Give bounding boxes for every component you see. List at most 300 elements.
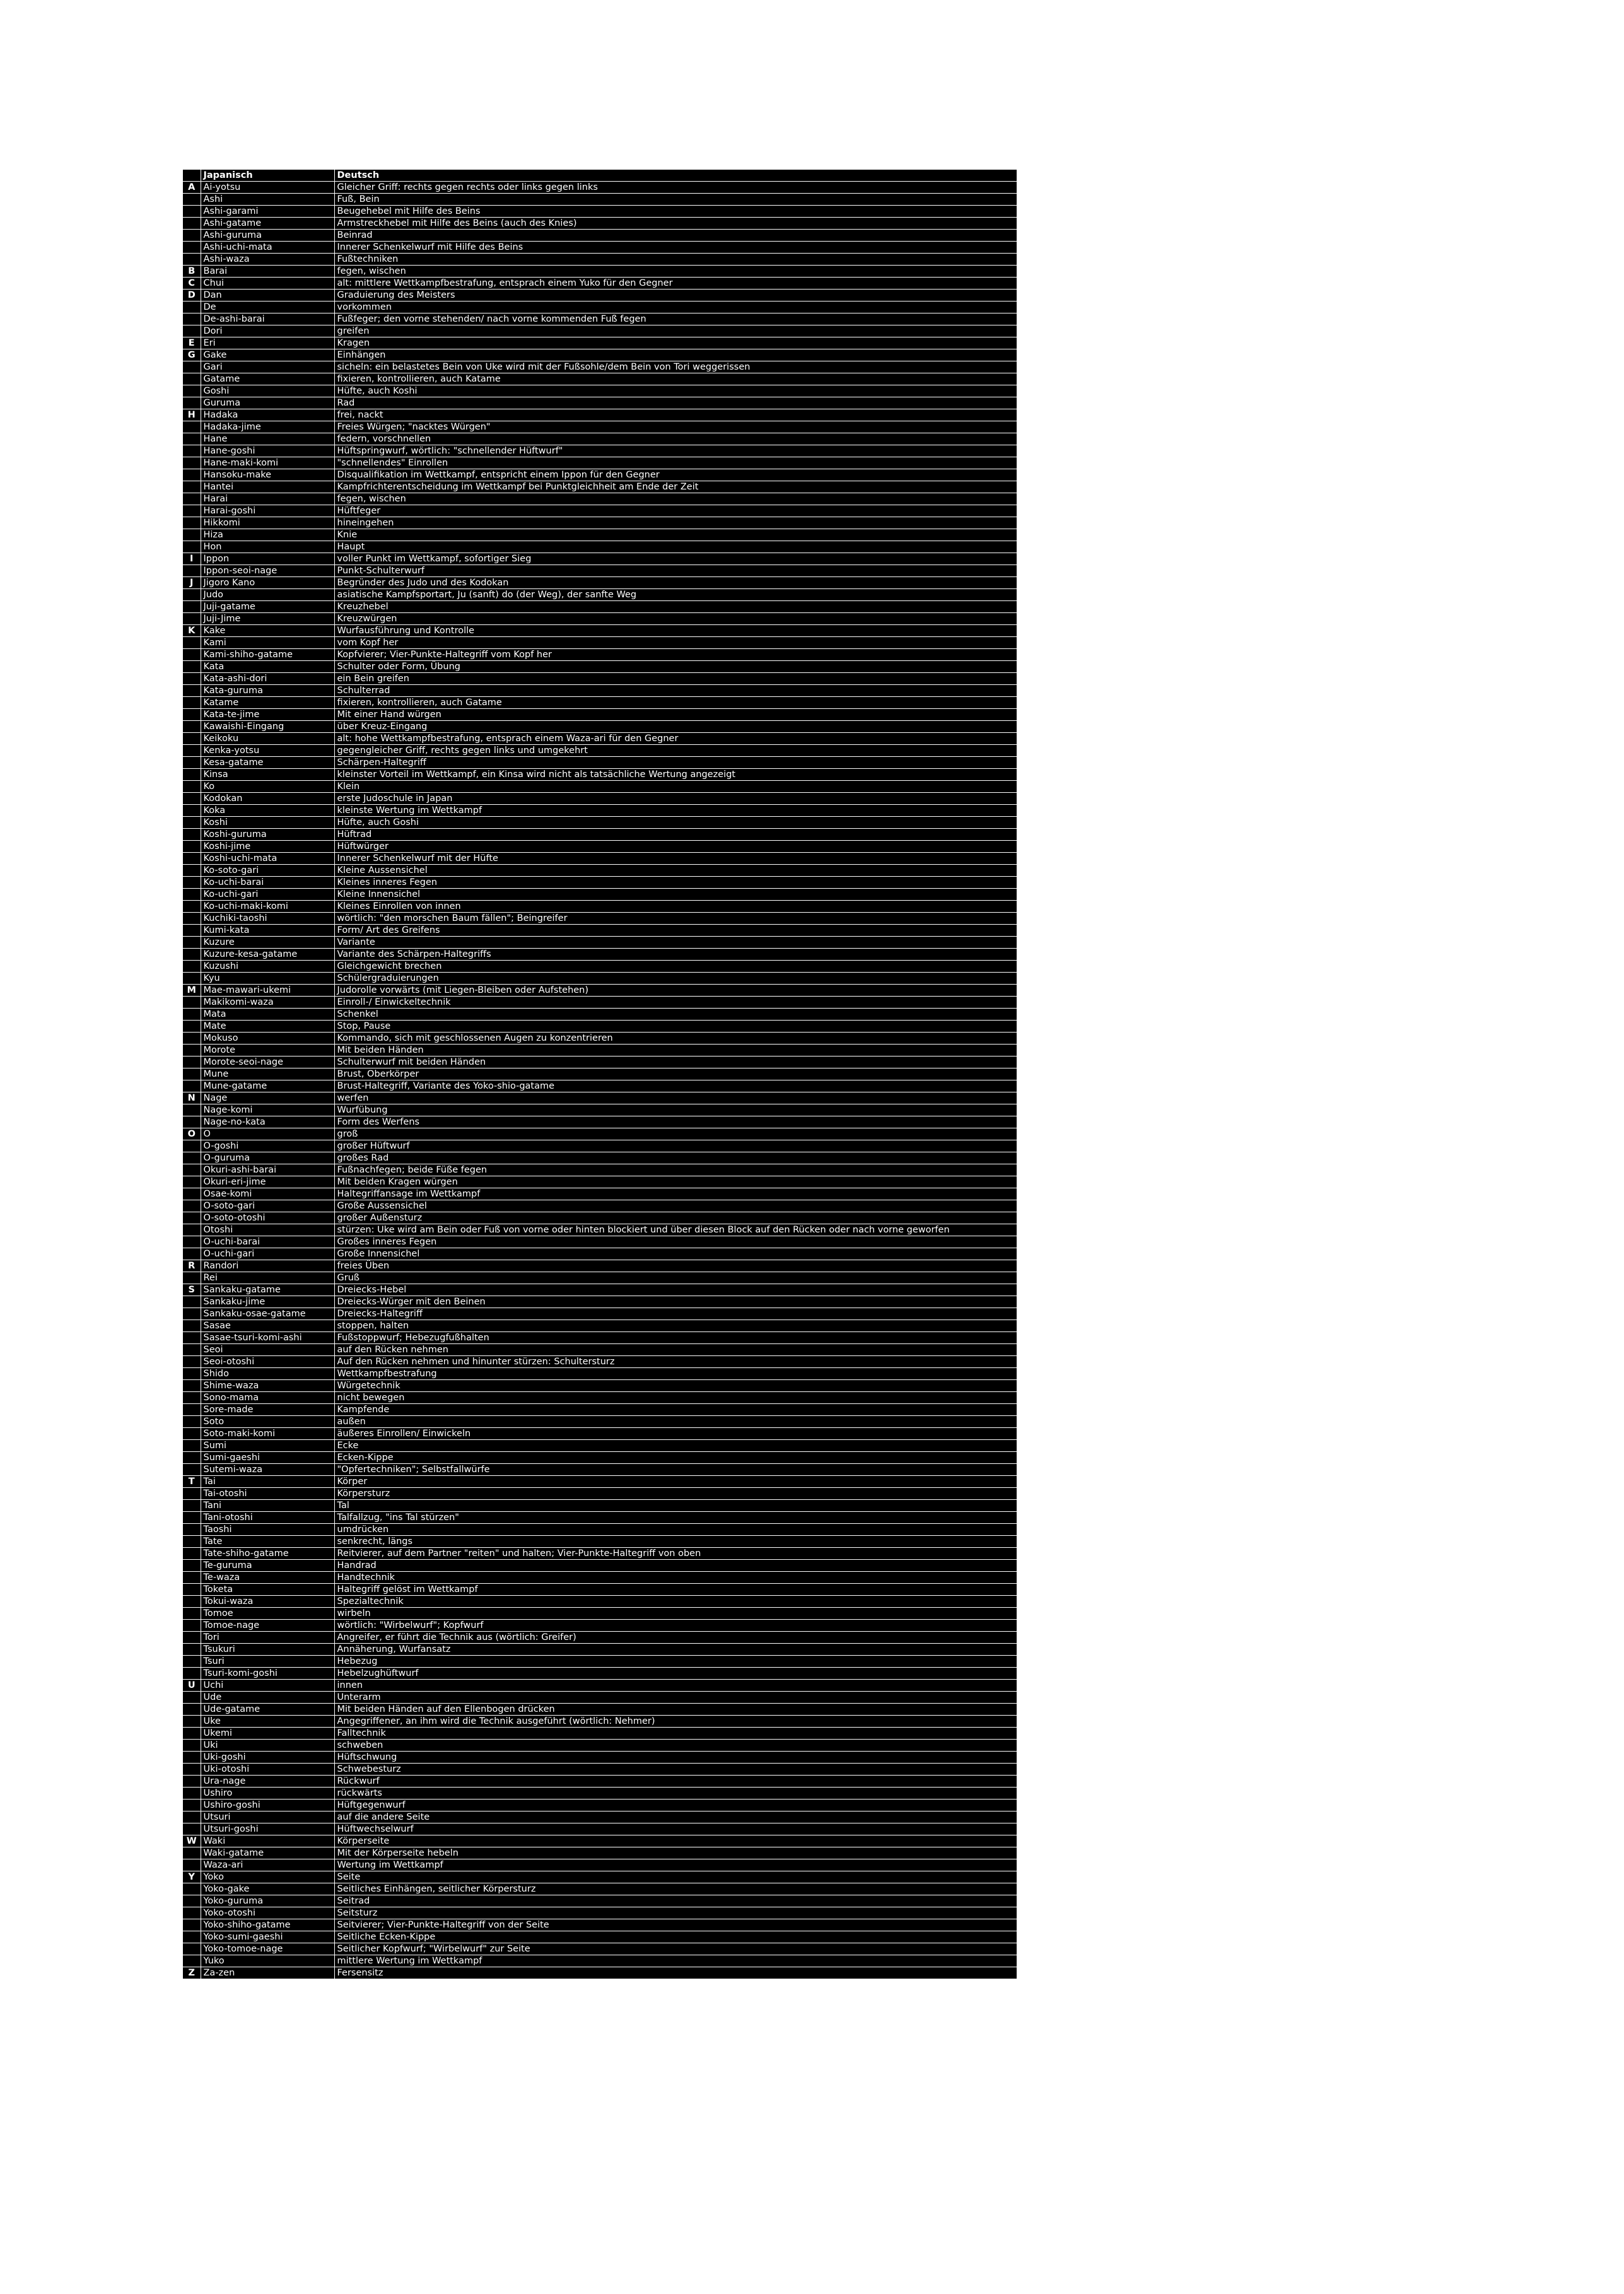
- german-translation: Innerer Schenkelwurf mit der Hüfte: [334, 853, 1017, 865]
- table-row: [183, 1919, 1017, 1931]
- japanese-term: Kuzushi: [201, 961, 334, 973]
- table-row: [183, 230, 1017, 242]
- german-translation: Auf den Rücken nehmen und hinunter stürzen: Schultersturz: [334, 1356, 1017, 1368]
- japanese-term: Ai-yotsu: [201, 182, 334, 194]
- table-row: [183, 1236, 1017, 1248]
- row-letter: [183, 313, 201, 325]
- table-row: [183, 649, 1017, 661]
- japanese-term: Koshi: [201, 817, 334, 829]
- row-letter: [183, 853, 201, 865]
- table-row: [183, 733, 1017, 745]
- japanese-term: Yoko-shiho-gatame: [201, 1919, 334, 1931]
- german-translation: Seitrad: [334, 1895, 1017, 1907]
- japanese-term: Okuri-ashi-barai: [201, 1164, 334, 1176]
- row-letter: [183, 841, 201, 853]
- row-letter: [183, 1080, 201, 1092]
- row-letter: [183, 301, 201, 313]
- table-row: [183, 1308, 1017, 1320]
- german-translation: Haltegriff gelöst im Wettkampf: [334, 1584, 1017, 1596]
- table-row: [183, 1452, 1017, 1464]
- german-translation: Kleines Einrollen von innen: [334, 901, 1017, 913]
- row-letter: [183, 1296, 201, 1308]
- row-letter: [183, 218, 201, 230]
- row-letter: [183, 973, 201, 985]
- row-letter: [183, 1021, 201, 1033]
- german-translation: großer Außensturz: [334, 1212, 1017, 1224]
- german-translation: groß: [334, 1128, 1017, 1140]
- table-row: [183, 1152, 1017, 1164]
- judo-glossary-table: [183, 170, 1017, 1979]
- table-row: [183, 278, 1017, 290]
- table-row: [183, 1356, 1017, 1368]
- japanese-term: Mate: [201, 1021, 334, 1033]
- row-letter: [183, 1847, 201, 1859]
- japanese-term: Harai-goshi: [201, 505, 334, 517]
- japanese-term: Kata: [201, 661, 334, 673]
- german-translation: Wertung im Wettkampf: [334, 1859, 1017, 1871]
- row-letter: [183, 421, 201, 433]
- row-letter: [183, 709, 201, 721]
- japanese-term: Sutemi-waza: [201, 1464, 334, 1476]
- row-letter: [183, 361, 201, 373]
- row-letter: [183, 1800, 201, 1811]
- table-row: [183, 949, 1017, 961]
- table-row: [183, 973, 1017, 985]
- row-letter: T: [183, 1476, 201, 1488]
- german-translation: Beugehebel mit Hilfe des Beins: [334, 206, 1017, 218]
- japanese-term: Seoi: [201, 1344, 334, 1356]
- japanese-term: Hiza: [201, 529, 334, 541]
- japanese-term: Waza-ari: [201, 1859, 334, 1871]
- german-translation: großer Hüftwurf: [334, 1140, 1017, 1152]
- row-letter: I: [183, 553, 201, 565]
- row-letter: [183, 206, 201, 218]
- table-row: [183, 1080, 1017, 1092]
- german-translation: Unterarm: [334, 1692, 1017, 1704]
- german-translation: vom Kopf her: [334, 637, 1017, 649]
- japanese-term: Randori: [201, 1260, 334, 1272]
- german-translation: Brust-Haltegriff, Variante des Yoko-shio-gatame: [334, 1080, 1017, 1092]
- japanese-term: Hikkomi: [201, 517, 334, 529]
- row-letter: C: [183, 278, 201, 290]
- japanese-term: Guruma: [201, 397, 334, 409]
- japanese-term: Ippon-seoi-nage: [201, 565, 334, 577]
- row-letter: G: [183, 349, 201, 361]
- row-letter: [183, 1596, 201, 1608]
- table-row: [183, 1224, 1017, 1236]
- german-translation: Talfallzug, "ins Tal stürzen": [334, 1512, 1017, 1524]
- japanese-term: Yoko-sumi-gaeshi: [201, 1931, 334, 1943]
- row-letter: [183, 1452, 201, 1464]
- japanese-term: Seoi-otoshi: [201, 1356, 334, 1368]
- table-row: [183, 182, 1017, 194]
- japanese-term: Nage: [201, 1092, 334, 1104]
- japanese-term: Juji-Jime: [201, 613, 334, 625]
- german-translation: Rückwurf: [334, 1776, 1017, 1788]
- row-letter: [183, 1584, 201, 1596]
- row-letter: [183, 1644, 201, 1656]
- table-row: [183, 1476, 1017, 1488]
- table-row: [183, 1907, 1017, 1919]
- german-translation: Form des Werfens: [334, 1116, 1017, 1128]
- table-row: [183, 1104, 1017, 1116]
- table-row: [183, 409, 1017, 421]
- japanese-term: Osae-komi: [201, 1188, 334, 1200]
- german-translation: Seitlicher Kopfwurf; "Wirbelwurf" zur Seite: [334, 1943, 1017, 1955]
- german-translation: alt: hohe Wettkampfbestrafung, entsprach einem Waza-ari für den Gegner: [334, 733, 1017, 745]
- japanese-term: Harai: [201, 493, 334, 505]
- japanese-term: Kami-shiho-gatame: [201, 649, 334, 661]
- row-letter: U: [183, 1680, 201, 1692]
- japanese-term: Tani-otoshi: [201, 1512, 334, 1524]
- japanese-term: O-uchi-gari: [201, 1248, 334, 1260]
- row-letter: [183, 1524, 201, 1536]
- german-translation: Spezialtechnik: [334, 1596, 1017, 1608]
- japanese-term: Yoko-tomoe-nage: [201, 1943, 334, 1955]
- table-row: [183, 853, 1017, 865]
- row-letter: [183, 1656, 201, 1668]
- japanese-term: Ashi-gatame: [201, 218, 334, 230]
- table-row: [183, 1776, 1017, 1788]
- japanese-term: Keikoku: [201, 733, 334, 745]
- japanese-term: Morote: [201, 1045, 334, 1056]
- german-translation: Schulter oder Form, Übung: [334, 661, 1017, 673]
- table-row: [183, 997, 1017, 1009]
- japanese-term: Ura-nage: [201, 1776, 334, 1788]
- japanese-term: Koshi-uchi-mata: [201, 853, 334, 865]
- row-letter: [183, 1955, 201, 1967]
- japanese-term: O-soto-otoshi: [201, 1212, 334, 1224]
- table-row: [183, 769, 1017, 781]
- table-row: [183, 1560, 1017, 1572]
- german-translation: Tal: [334, 1500, 1017, 1512]
- japanese-term: Makikomi-waza: [201, 997, 334, 1009]
- row-letter: [183, 1608, 201, 1620]
- german-translation: kleinster Vorteil im Wettkampf, ein Kinsa wird nicht als tatsächliche Wertung angezeigt: [334, 769, 1017, 781]
- row-letter: [183, 1859, 201, 1871]
- row-letter: [183, 1033, 201, 1045]
- table-row: [183, 541, 1017, 553]
- japanese-term: Yoko-otoshi: [201, 1907, 334, 1919]
- row-letter: A: [183, 182, 201, 194]
- japanese-term: Okuri-eri-jime: [201, 1176, 334, 1188]
- table-row: [183, 325, 1017, 337]
- row-letter: [183, 1224, 201, 1236]
- german-translation: Fußtechniken: [334, 254, 1017, 266]
- row-letter: [183, 1416, 201, 1428]
- table-row: [183, 1871, 1017, 1883]
- row-letter: [183, 481, 201, 493]
- row-letter: [183, 889, 201, 901]
- row-letter: [183, 1009, 201, 1021]
- german-translation: Begründer des Judo und des Kodokan: [334, 577, 1017, 589]
- japanese-term: Nage-komi: [201, 1104, 334, 1116]
- table-row: [183, 1524, 1017, 1536]
- table-row: [183, 1656, 1017, 1668]
- german-translation: Fußnachfegen; beide Füße fegen: [334, 1164, 1017, 1176]
- row-letter: [183, 1536, 201, 1548]
- row-letter: [183, 1320, 201, 1332]
- japanese-term: Ashi-guruma: [201, 230, 334, 242]
- japanese-term: Ashi-garami: [201, 206, 334, 218]
- table-row: [183, 1704, 1017, 1716]
- german-translation: Kopfvierer; Vier-Punkte-Haltegriff vom Kopf her: [334, 649, 1017, 661]
- japanese-term: Rei: [201, 1272, 334, 1284]
- table-row: [183, 445, 1017, 457]
- table-row: [183, 313, 1017, 325]
- row-letter: [183, 1392, 201, 1404]
- japanese-term: Tsuri-komi-goshi: [201, 1668, 334, 1680]
- row-letter: [183, 1692, 201, 1704]
- table-row: [183, 1823, 1017, 1835]
- japanese-term: Ushiro: [201, 1788, 334, 1800]
- table-row: [183, 1284, 1017, 1296]
- german-translation: voller Punkt im Wettkampf, sofortiger Sieg: [334, 553, 1017, 565]
- german-translation: Einroll-/ Einwickeltechnik: [334, 997, 1017, 1009]
- row-letter: [183, 493, 201, 505]
- japanese-term: Juji-gatame: [201, 601, 334, 613]
- german-translation: Beinrad: [334, 230, 1017, 242]
- table-row: [183, 373, 1017, 385]
- row-letter: [183, 697, 201, 709]
- german-translation: Klein: [334, 781, 1017, 793]
- table-row: [183, 901, 1017, 913]
- japanese-term: Ushiro-goshi: [201, 1800, 334, 1811]
- japanese-term: Kuzure-kesa-gatame: [201, 949, 334, 961]
- german-translation: Handrad: [334, 1560, 1017, 1572]
- table-row: [183, 218, 1017, 230]
- japanese-term: Sumi: [201, 1440, 334, 1452]
- table-row: [183, 1272, 1017, 1284]
- japanese-term: Chui: [201, 278, 334, 290]
- row-letter: [183, 1248, 201, 1260]
- table-row: [183, 1380, 1017, 1392]
- table-row: [183, 721, 1017, 733]
- table-row: [183, 481, 1017, 493]
- table-row: [183, 1045, 1017, 1056]
- german-translation: Körpersturz: [334, 1488, 1017, 1500]
- row-letter: R: [183, 1260, 201, 1272]
- row-letter: [183, 1500, 201, 1512]
- german-translation: Wurfausführung und Kontrolle: [334, 625, 1017, 637]
- table-row: [183, 1260, 1017, 1272]
- row-letter: [183, 1356, 201, 1368]
- german-translation: Wurfübung: [334, 1104, 1017, 1116]
- german-translation: Variante: [334, 937, 1017, 949]
- japanese-term: Hon: [201, 541, 334, 553]
- japanese-term: Dori: [201, 325, 334, 337]
- german-translation: mittlere Wertung im Wettkampf: [334, 1955, 1017, 1967]
- table-row: [183, 1512, 1017, 1524]
- row-letter: [183, 1428, 201, 1440]
- japanese-term: Sankaku-osae-gatame: [201, 1308, 334, 1320]
- row-letter: B: [183, 266, 201, 278]
- german-translation: fegen, wischen: [334, 266, 1017, 278]
- japanese-term: Hadaka-jime: [201, 421, 334, 433]
- japanese-term: Koshi-jime: [201, 841, 334, 853]
- german-translation: Mit einer Hand würgen: [334, 709, 1017, 721]
- row-letter: [183, 1068, 201, 1080]
- table-row: [183, 1943, 1017, 1955]
- german-translation: Wettkampfbestrafung: [334, 1368, 1017, 1380]
- table-row: [183, 254, 1017, 266]
- german-translation: Judorolle vorwärts (mit Liegen-Bleiben oder Aufstehen): [334, 985, 1017, 997]
- row-letter: W: [183, 1835, 201, 1847]
- row-letter: [183, 793, 201, 805]
- german-translation: Kreuzhebel: [334, 601, 1017, 613]
- german-translation: alt: mittlere Wettkampfbestrafung, entsprach einem Yuko für den Gegner: [334, 278, 1017, 290]
- table-row: [183, 1464, 1017, 1476]
- german-translation: erste Judoschule in Japan: [334, 793, 1017, 805]
- row-letter: [183, 601, 201, 613]
- japanese-term: Tokui-waza: [201, 1596, 334, 1608]
- table-row: [183, 1488, 1017, 1500]
- row-letter: O: [183, 1128, 201, 1140]
- row-letter: [183, 1464, 201, 1476]
- row-letter: [183, 1344, 201, 1356]
- japanese-term: Za-zen: [201, 1967, 334, 1979]
- german-translation: Würgetechnik: [334, 1380, 1017, 1392]
- header-german: Deutsch: [334, 170, 1017, 182]
- german-translation: Hüftwechselwurf: [334, 1823, 1017, 1835]
- table-row: [183, 817, 1017, 829]
- german-translation: ein Bein greifen: [334, 673, 1017, 685]
- japanese-term: Shido: [201, 1368, 334, 1380]
- table-row: [183, 301, 1017, 313]
- table-row: [183, 1716, 1017, 1728]
- table-row: [183, 493, 1017, 505]
- german-translation: Mit beiden Kragen würgen: [334, 1176, 1017, 1188]
- japanese-term: Mune: [201, 1068, 334, 1080]
- japanese-term: Yoko-gake: [201, 1883, 334, 1895]
- row-letter: [183, 1728, 201, 1740]
- row-letter: K: [183, 625, 201, 637]
- japanese-term: Sankaku-gatame: [201, 1284, 334, 1296]
- german-translation: Körperseite: [334, 1835, 1017, 1847]
- row-letter: M: [183, 985, 201, 997]
- glossary-body: [183, 170, 1017, 1979]
- table-row: [183, 433, 1017, 445]
- german-translation: Seitvierer; Vier-Punkte-Haltegriff von der Seite: [334, 1919, 1017, 1931]
- japanese-term: Sono-mama: [201, 1392, 334, 1404]
- japanese-term: Uke: [201, 1716, 334, 1728]
- row-letter: [183, 949, 201, 961]
- table-row: [183, 361, 1017, 373]
- table-row: [183, 841, 1017, 853]
- german-translation: hineingehen: [334, 517, 1017, 529]
- row-letter: [183, 433, 201, 445]
- german-translation: kleinste Wertung im Wettkampf: [334, 805, 1017, 817]
- japanese-term: Sore-made: [201, 1404, 334, 1416]
- japanese-term: Uki: [201, 1740, 334, 1752]
- german-translation: Fersensitz: [334, 1967, 1017, 1979]
- german-translation: Einhängen: [334, 349, 1017, 361]
- german-translation: Hebezug: [334, 1656, 1017, 1668]
- row-letter: [183, 829, 201, 841]
- table-row: [183, 1967, 1017, 1979]
- japanese-term: Hadaka: [201, 409, 334, 421]
- german-translation: außen: [334, 1416, 1017, 1428]
- japanese-term: Tate: [201, 1536, 334, 1548]
- row-letter: [183, 1931, 201, 1943]
- german-translation: großes Rad: [334, 1152, 1017, 1164]
- german-translation: stürzen: Uke wird am Bein oder Fuß von vorne oder hinten blockiert und über diesen Block auf den Rücken oder nach vorne geworfen: [334, 1224, 1017, 1236]
- table-row: [183, 673, 1017, 685]
- japanese-term: Ude: [201, 1692, 334, 1704]
- row-letter: H: [183, 409, 201, 421]
- japanese-term: Yoko: [201, 1871, 334, 1883]
- table-row: [183, 206, 1017, 218]
- row-letter: [183, 817, 201, 829]
- japanese-term: Waki: [201, 1835, 334, 1847]
- japanese-term: Te-guruma: [201, 1560, 334, 1572]
- table-row: [183, 1344, 1017, 1356]
- table-row: [183, 1572, 1017, 1584]
- row-letter: [183, 1368, 201, 1380]
- row-letter: [183, 230, 201, 242]
- table-row: [183, 1835, 1017, 1847]
- table-row: [183, 1248, 1017, 1260]
- japanese-term: Te-waza: [201, 1572, 334, 1584]
- table-row: [183, 865, 1017, 877]
- table-row: [183, 829, 1017, 841]
- row-letter: [183, 254, 201, 266]
- table-row: [183, 745, 1017, 757]
- table-row: [183, 1128, 1017, 1140]
- japanese-term: Toketa: [201, 1584, 334, 1596]
- row-letter: [183, 673, 201, 685]
- german-translation: Ecken-Kippe: [334, 1452, 1017, 1464]
- table-row: [183, 1883, 1017, 1895]
- row-letter: [183, 805, 201, 817]
- row-letter: [183, 517, 201, 529]
- german-translation: Schulterrad: [334, 685, 1017, 697]
- german-translation: auf den Rücken nehmen: [334, 1344, 1017, 1356]
- japanese-term: Mata: [201, 1009, 334, 1021]
- japanese-term: Ko: [201, 781, 334, 793]
- row-letter: [183, 1440, 201, 1452]
- german-translation: Kleines inneres Fegen: [334, 877, 1017, 889]
- table-row: [183, 1068, 1017, 1080]
- row-letter: [183, 925, 201, 937]
- german-translation: Hüftspringwurf, wörtlich: "schnellender Hüftwurf": [334, 445, 1017, 457]
- header-japanese: Japanisch: [201, 170, 334, 182]
- japanese-term: Nage-no-kata: [201, 1116, 334, 1128]
- table-row: [183, 421, 1017, 433]
- japanese-term: Shime-waza: [201, 1380, 334, 1392]
- japanese-term: Mokuso: [201, 1033, 334, 1045]
- table-row: [183, 1584, 1017, 1596]
- table-row: [183, 517, 1017, 529]
- table-row: [183, 1021, 1017, 1033]
- table-row: [183, 913, 1017, 925]
- german-translation: Dreiecks-Würger mit den Beinen: [334, 1296, 1017, 1308]
- japanese-term: O: [201, 1128, 334, 1140]
- japanese-term: Kawaishi-Eingang: [201, 721, 334, 733]
- german-translation: umdrücken: [334, 1524, 1017, 1536]
- row-letter: [183, 1272, 201, 1284]
- table-row: [183, 1692, 1017, 1704]
- table-row: [183, 757, 1017, 769]
- table-row: [183, 805, 1017, 817]
- row-letter: [183, 613, 201, 625]
- japanese-term: Jigoro Kano: [201, 577, 334, 589]
- row-letter: [183, 1943, 201, 1955]
- german-translation: Dreiecks-Hebel: [334, 1284, 1017, 1296]
- row-letter: [183, 1895, 201, 1907]
- table-row: [183, 925, 1017, 937]
- german-translation: Gruß: [334, 1272, 1017, 1284]
